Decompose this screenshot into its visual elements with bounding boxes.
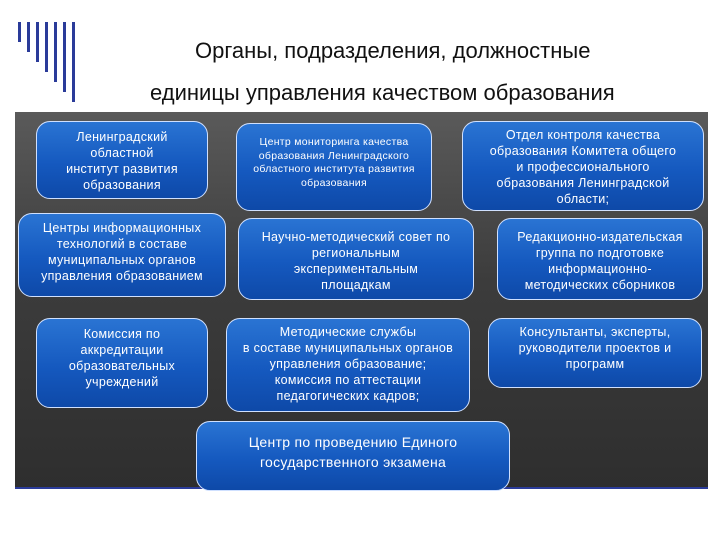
deco-bar bbox=[45, 22, 48, 72]
box-leningrad-institute: Ленинградский областной институт развития образования bbox=[36, 121, 208, 199]
box-quality-control-dept: Отдел контроля качества образования Комитета общего и профессионального образования Ленинградской области; bbox=[462, 121, 704, 211]
box-consultants: Консультанты, эксперты, руководители проектов и программ bbox=[488, 318, 702, 388]
box-methodical-services: Методические службы в составе муниципальных органов управления образование; комиссия по аттестации педагогических кадров; bbox=[226, 318, 470, 412]
box-accreditation-commission: Комиссия по аккредитации образовательных учреждений bbox=[36, 318, 208, 408]
deco-bar bbox=[18, 22, 21, 42]
box-methodical-council: Научно-методический совет по региональным экспериментальным площадкам bbox=[238, 218, 474, 300]
deco-bar bbox=[36, 22, 39, 62]
box-exam-center: Центр по проведению Единого государственного экзамена bbox=[196, 421, 510, 491]
page-title-line-1: Органы, подразделения, должностные bbox=[195, 38, 591, 63]
deco-bar bbox=[72, 22, 75, 102]
box-it-centers: Центры информационных технологий в составе муниципальных органов управления образованием bbox=[18, 213, 226, 297]
deco-bar bbox=[27, 22, 30, 52]
deco-bar bbox=[63, 22, 66, 92]
page-title-line-2: единицы управления качеством образования bbox=[150, 80, 615, 105]
decorative-bars bbox=[18, 22, 75, 102]
box-publishing-group: Редакционно-издательская группа по подготовке информационно- методических сборников bbox=[497, 218, 703, 300]
deco-bar bbox=[54, 22, 57, 82]
box-monitoring-center: Центр мониторинга качества образования Ленинградского областного института развития образования bbox=[236, 123, 432, 211]
